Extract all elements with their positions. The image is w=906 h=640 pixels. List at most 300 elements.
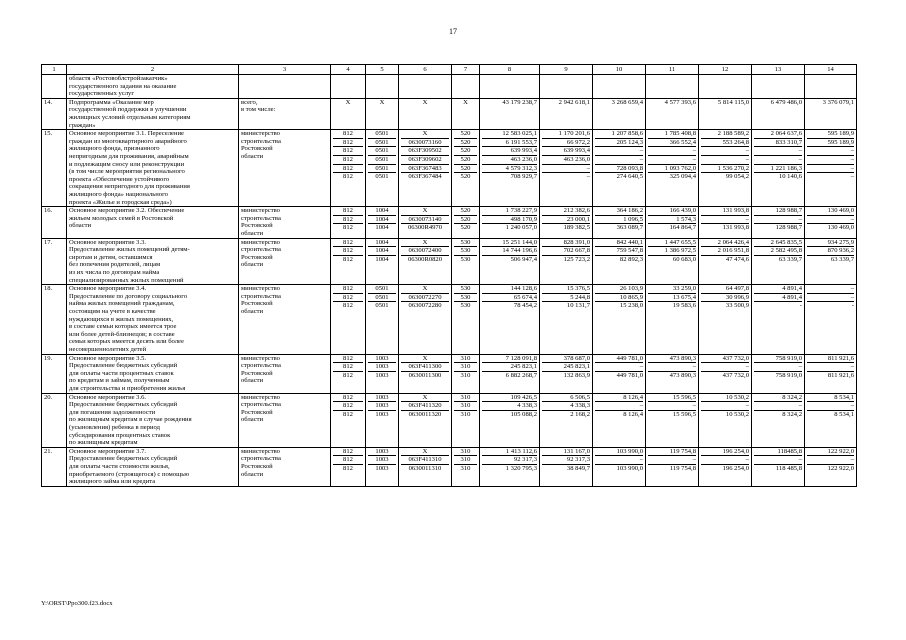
budget-code: 310 bbox=[460, 371, 471, 379]
executor-line: министерство bbox=[241, 393, 280, 401]
budget-code-cell bbox=[366, 130, 399, 207]
amount-cell bbox=[480, 354, 540, 393]
amount-value: 130 469,0 bbox=[827, 224, 854, 232]
amount-value: 378 687,0 bbox=[542, 355, 590, 364]
program-name-line: государственных услуг bbox=[69, 90, 135, 98]
amount-cell bbox=[752, 354, 805, 393]
amount-cell bbox=[480, 285, 540, 354]
budget-code: 310 bbox=[454, 355, 477, 364]
amount-cell bbox=[540, 393, 593, 447]
amount-value: 196 254,0 bbox=[722, 464, 749, 472]
program-name-cell bbox=[67, 207, 239, 238]
amount-value: 119 754,8 bbox=[669, 464, 696, 472]
amount-value: – bbox=[648, 147, 696, 156]
amount-cell bbox=[646, 447, 699, 486]
table-row bbox=[42, 393, 857, 447]
amount-cell bbox=[646, 207, 699, 238]
amount-value: 212 382,6 bbox=[542, 207, 590, 216]
budget-code: 1003 bbox=[375, 371, 389, 379]
amount-value: – bbox=[807, 402, 854, 411]
program-name-line: Основное мероприятие 3.6. bbox=[69, 393, 147, 401]
amount-value: 473 890,3 bbox=[648, 355, 696, 364]
executor-cell bbox=[239, 285, 331, 354]
amount-cell bbox=[593, 98, 646, 129]
amount-value: 4 338,3 bbox=[482, 402, 537, 411]
amount-value: 92 317,3 bbox=[542, 456, 590, 465]
amount-cell bbox=[646, 98, 699, 129]
budget-code: 0501 bbox=[368, 294, 396, 303]
amount-value: 7 128 091,8 bbox=[482, 355, 537, 364]
program-name-line: Основное мероприятие 3.5. bbox=[69, 354, 147, 362]
program-name-line: (в том числе мероприятия регионального bbox=[69, 168, 185, 176]
row-number-cell: 15. bbox=[42, 130, 67, 207]
budget-code: 0501 bbox=[375, 173, 389, 181]
executor-line: Ростовской bbox=[241, 145, 273, 153]
table-row bbox=[42, 354, 857, 393]
amount-value: 105 088,2 bbox=[510, 410, 537, 418]
budget-code-cell bbox=[452, 393, 480, 447]
amount-cell bbox=[699, 238, 752, 285]
amount-value: 196 254,0 bbox=[701, 448, 749, 457]
amount-cell bbox=[646, 393, 699, 447]
program-name-line: или более детей-близнецов; в составе bbox=[69, 330, 175, 338]
amount-cell bbox=[646, 285, 699, 354]
amount-cell bbox=[593, 238, 646, 285]
program-name-line: по кредитам и займам, полученным bbox=[69, 377, 170, 385]
budget-code: 310 bbox=[454, 448, 477, 457]
amount-value: 828 391,0 bbox=[542, 239, 590, 248]
amount-value: 463 236,0 bbox=[482, 156, 537, 165]
amount-value: 639 993,4 bbox=[482, 147, 537, 156]
amount-cell bbox=[593, 75, 646, 99]
budget-code: 1004 bbox=[375, 255, 389, 263]
amount-value: – bbox=[595, 363, 643, 372]
executor-line: области bbox=[241, 229, 264, 237]
amount-cell bbox=[646, 354, 699, 393]
amount-value: 1 413 112,6 bbox=[482, 448, 537, 457]
column-number-cell: 6 bbox=[399, 65, 452, 75]
amount-value: 274 640,5 bbox=[616, 173, 643, 181]
amount-cell bbox=[646, 75, 699, 99]
executor-line: министерство bbox=[241, 207, 280, 215]
program-name-line: для погашения задолженности bbox=[69, 408, 156, 416]
amount-value: 144 128,6 bbox=[482, 285, 537, 294]
amount-cell bbox=[699, 130, 752, 207]
budget-code-cell bbox=[366, 98, 399, 129]
budget-code: 0630011320 bbox=[408, 410, 442, 418]
program-name-line: непригодным для проживания, аварийным bbox=[69, 152, 189, 160]
budget-code: 1003 bbox=[368, 394, 396, 403]
executor-cell bbox=[239, 75, 331, 99]
executor-line: строительства bbox=[241, 214, 281, 222]
amount-cell bbox=[540, 285, 593, 354]
amount-value: 2 168,2 bbox=[570, 410, 590, 418]
budget-code: 0501 bbox=[368, 165, 396, 174]
budget-code: 520 bbox=[454, 207, 477, 216]
amount-cell bbox=[699, 354, 752, 393]
amount-value: 2 064 426,4 bbox=[701, 239, 749, 248]
executor-line: области bbox=[241, 470, 264, 478]
amount-value: 437 732,0 bbox=[722, 371, 749, 379]
budget-code-cell bbox=[366, 75, 399, 99]
program-name-line: по жилищным кредитам bbox=[69, 439, 138, 447]
budget-code: 063F411310 bbox=[401, 456, 449, 465]
amount-cell bbox=[752, 447, 805, 486]
amount-value: 60 683,0 bbox=[672, 255, 696, 263]
table-row bbox=[42, 207, 857, 238]
amount-cell bbox=[480, 393, 540, 447]
amount-value: – bbox=[807, 156, 854, 165]
amount-value: 78 454,2 bbox=[513, 302, 537, 310]
executor-line: строительства bbox=[241, 246, 281, 254]
column-number-row bbox=[42, 65, 857, 75]
program-name-line: сокращения непригодного для проживания bbox=[69, 183, 190, 191]
budget-code: 812 bbox=[333, 216, 363, 225]
page-number: 17 bbox=[449, 27, 457, 36]
budget-code-cell bbox=[452, 207, 480, 238]
budget-code-cell bbox=[331, 238, 366, 285]
budget-code: 812 bbox=[333, 402, 363, 411]
column-number-cell: 8 bbox=[480, 65, 540, 75]
budget-code: 1003 bbox=[375, 410, 389, 418]
executor-line: министерство bbox=[241, 354, 280, 362]
amount-cell bbox=[805, 285, 857, 354]
amount-value: – bbox=[807, 147, 854, 156]
budget-code-cell bbox=[331, 393, 366, 447]
amount-value: – bbox=[701, 363, 749, 372]
executor-cell bbox=[239, 238, 331, 285]
budget-code: 812 bbox=[333, 448, 363, 457]
amount-value: 2 942 618,1 bbox=[558, 98, 590, 106]
budget-code: 520 bbox=[454, 147, 477, 156]
program-name-line: жилищных условий отдельным категориям bbox=[69, 113, 191, 121]
row-number-cell: 17. bbox=[42, 238, 67, 285]
amount-value: 758 919,0 bbox=[775, 371, 802, 379]
amount-cell bbox=[593, 130, 646, 207]
amount-cell bbox=[540, 354, 593, 393]
amount-value: 595 189,9 bbox=[807, 130, 854, 139]
amount-value: 1 447 655,5 bbox=[648, 239, 696, 248]
budget-code: Х bbox=[422, 98, 428, 106]
amount-value: - bbox=[851, 302, 854, 310]
amount-value: 325 094,4 bbox=[669, 173, 696, 181]
table-row bbox=[42, 238, 857, 285]
budget-code: 310 bbox=[454, 402, 477, 411]
program-name-cell bbox=[67, 447, 239, 486]
amount-value: – bbox=[542, 165, 590, 174]
budget-code: 063F309502 bbox=[401, 147, 449, 156]
amount-value: 2 645 835,5 bbox=[754, 239, 802, 248]
column-number-cell: 7 bbox=[452, 65, 480, 75]
amount-cell bbox=[699, 285, 752, 354]
amount-value: 205 124,3 bbox=[595, 139, 643, 148]
amount-value: – bbox=[595, 147, 643, 156]
amount-value: 128 988,7 bbox=[754, 207, 802, 216]
budget-code: 812 bbox=[333, 355, 363, 364]
amount-value: 5 244,8 bbox=[542, 294, 590, 303]
budget-code-cell bbox=[331, 130, 366, 207]
amount-value: 63 339,7 bbox=[830, 255, 854, 263]
budget-code: Х bbox=[401, 285, 449, 294]
amount-value: 366 552,4 bbox=[648, 139, 696, 148]
amount-value: 2 016 951,8 bbox=[701, 247, 749, 256]
amount-value: 842 440,1 bbox=[595, 239, 643, 248]
budget-code: 812 bbox=[333, 130, 363, 139]
amount-value: 4 891,4 bbox=[754, 285, 802, 294]
amount-value: 38 849,7 bbox=[566, 464, 590, 472]
amount-value: – bbox=[595, 456, 643, 465]
amount-value: 64 497,8 bbox=[701, 285, 749, 294]
budget-code-cell bbox=[399, 130, 452, 207]
amount-value: 2 188 589,2 bbox=[701, 130, 749, 139]
amount-value: 449 781,0 bbox=[616, 371, 643, 379]
amount-value: 6 882 268,7 bbox=[505, 371, 537, 379]
executor-cell bbox=[239, 98, 331, 129]
table-row bbox=[42, 75, 857, 99]
amount-value: 811 921,6 bbox=[827, 371, 854, 379]
budget-code: 0630073140 bbox=[401, 216, 449, 225]
amount-value: 1 240 057,0 bbox=[505, 224, 537, 232]
executor-line: строительства bbox=[241, 455, 281, 463]
budget-code: 812 bbox=[343, 302, 353, 310]
amount-value: 103 990,0 bbox=[616, 464, 643, 472]
executor-line: области bbox=[241, 152, 264, 160]
amount-value: 498 170,9 bbox=[482, 216, 537, 225]
budget-table bbox=[41, 64, 857, 487]
amount-cell bbox=[480, 75, 540, 99]
program-name-line: Предоставление бюджетных субсидий bbox=[69, 455, 178, 463]
executor-line: строительства bbox=[241, 137, 281, 145]
program-name-line: области bbox=[69, 222, 92, 230]
amount-value: 15 238,0 bbox=[619, 302, 643, 310]
budget-code: Х bbox=[401, 239, 449, 248]
amount-value: 15 376,5 bbox=[542, 285, 590, 294]
amount-value: 1 738 227,9 bbox=[482, 207, 537, 216]
budget-code: 812 bbox=[333, 139, 363, 148]
amount-value: 2 064 637,6 bbox=[754, 130, 802, 139]
amount-value: 702 667,8 bbox=[542, 247, 590, 256]
amount-cell bbox=[540, 447, 593, 486]
budget-code-cell bbox=[452, 98, 480, 129]
amount-value: 122 922,0 bbox=[807, 448, 854, 457]
amount-cell bbox=[805, 238, 857, 285]
amount-value: 33 500,9 bbox=[725, 302, 749, 310]
budget-code-cell bbox=[366, 285, 399, 354]
budget-code-cell bbox=[452, 354, 480, 393]
budget-code: 1003 bbox=[368, 402, 396, 411]
budget-code: 1004 bbox=[368, 207, 396, 216]
executor-line: министерство bbox=[241, 238, 280, 246]
budget-code: 1004 bbox=[368, 239, 396, 248]
table-row bbox=[42, 98, 857, 129]
amount-value: 82 892,3 bbox=[619, 255, 643, 263]
amount-cell bbox=[593, 354, 646, 393]
program-name-line: Основное мероприятие 3.7. bbox=[69, 447, 147, 455]
budget-code-cell bbox=[399, 207, 452, 238]
amount-value: 30 996,9 bbox=[701, 294, 749, 303]
program-name-line: жильем молодых семей в Ростовской bbox=[69, 214, 174, 222]
budget-code: 530 bbox=[460, 302, 471, 310]
program-name-line: приобретаемого (строящегося) с помощью bbox=[69, 470, 190, 478]
amount-value: 43 179 238,7 bbox=[502, 98, 537, 106]
amount-value: 595 189,9 bbox=[807, 139, 854, 148]
amount-value: – bbox=[754, 156, 802, 165]
budget-code-cell bbox=[399, 98, 452, 129]
budget-code: 0501 bbox=[368, 139, 396, 148]
executor-line: строительства bbox=[241, 362, 281, 370]
amount-value: 1 207 858,6 bbox=[595, 130, 643, 139]
executor-line: строительства bbox=[241, 401, 281, 409]
amount-cell bbox=[593, 207, 646, 238]
budget-code: 520 bbox=[454, 130, 477, 139]
executor-line: Ростовской bbox=[241, 462, 273, 470]
amount-value: 15 251 144,0 bbox=[482, 239, 537, 248]
amount-cell bbox=[540, 238, 593, 285]
amount-value: 10 530,2 bbox=[701, 394, 749, 403]
program-name-line: жилищного фонда, признанного bbox=[69, 145, 160, 153]
amount-value: – bbox=[754, 216, 802, 225]
amount-cell bbox=[593, 447, 646, 486]
amount-cell bbox=[805, 98, 857, 129]
program-name-line: Предоставление жилых помещений детям- bbox=[69, 246, 190, 254]
program-name-line: жилищного фонда» национального bbox=[69, 190, 168, 198]
budget-code: 063F411320 bbox=[401, 402, 449, 411]
amount-cell bbox=[480, 238, 540, 285]
budget-code: 812 bbox=[343, 224, 353, 232]
budget-code: 1004 bbox=[375, 224, 389, 232]
amount-value: 473 890,3 bbox=[669, 371, 696, 379]
budget-code: Х bbox=[345, 98, 351, 106]
budget-code: 1003 bbox=[368, 355, 396, 364]
amount-value: 119 754,8 bbox=[648, 448, 696, 457]
budget-code: 530 bbox=[454, 294, 477, 303]
budget-code: 812 bbox=[343, 410, 353, 418]
amount-cell bbox=[480, 130, 540, 207]
budget-code: 520 bbox=[454, 139, 477, 148]
amount-value: – bbox=[648, 456, 696, 465]
amount-value: – bbox=[701, 156, 749, 165]
budget-code: Х bbox=[401, 394, 449, 403]
budget-code: 812 bbox=[333, 394, 363, 403]
amount-cell bbox=[752, 393, 805, 447]
amount-value: 15 596,5 bbox=[672, 410, 696, 418]
budget-code-cell bbox=[331, 447, 366, 486]
amount-value: 449 781,0 bbox=[595, 355, 643, 364]
amount-cell bbox=[699, 393, 752, 447]
budget-code: 0501 bbox=[368, 147, 396, 156]
budget-code: 812 bbox=[343, 464, 353, 472]
budget-code: 310 bbox=[460, 410, 471, 418]
amount-value: 639 993,4 bbox=[542, 147, 590, 156]
amount-cell bbox=[699, 207, 752, 238]
budget-code: 310 bbox=[454, 394, 477, 403]
budget-code-cell bbox=[331, 98, 366, 129]
amount-value: 1 093 762,0 bbox=[648, 165, 696, 174]
amount-value: – bbox=[595, 156, 643, 165]
amount-value: 8 324,2 bbox=[754, 394, 802, 403]
executor-line: всего, bbox=[241, 98, 258, 106]
amount-value: 4 891,4 bbox=[754, 294, 802, 303]
amount-value: – bbox=[595, 402, 643, 411]
program-name-line: найма жилых помещений гражданам, bbox=[69, 300, 175, 308]
program-name-line: проекта «Обеспечение устойчивого bbox=[69, 175, 170, 183]
amount-value: 1 320 795,3 bbox=[505, 464, 537, 472]
amount-value: 164 864,7 bbox=[669, 224, 696, 232]
amount-value: 1 785 408,8 bbox=[648, 130, 696, 139]
budget-code-cell bbox=[399, 285, 452, 354]
budget-code-cell bbox=[452, 285, 480, 354]
program-name-line: без попечения родителей, лицам bbox=[69, 261, 161, 269]
budget-code-cell bbox=[366, 207, 399, 238]
amount-value: – bbox=[807, 294, 854, 303]
amount-value: 758 919,0 bbox=[754, 355, 802, 364]
budget-code: 812 bbox=[333, 294, 363, 303]
executor-line: области bbox=[241, 416, 264, 424]
budget-code: 530 bbox=[454, 285, 477, 294]
amount-value: 1 221 186,3 bbox=[754, 165, 802, 174]
executor-line: в том числе: bbox=[241, 106, 276, 114]
amount-cell bbox=[805, 207, 857, 238]
budget-code: 0630072270 bbox=[401, 294, 449, 303]
budget-code-cell bbox=[399, 238, 452, 285]
amount-value: 10 131,7 bbox=[566, 302, 590, 310]
amount-value: 4 579 312,3 bbox=[482, 165, 537, 174]
amount-value: 3 376 079,1 bbox=[822, 98, 854, 106]
amount-value: 437 732,0 bbox=[701, 355, 749, 364]
budget-code: 1004 bbox=[368, 216, 396, 225]
executor-line: Ростовской bbox=[241, 222, 273, 230]
amount-value: 4 577 393,6 bbox=[664, 98, 696, 106]
row-number-cell: 18. bbox=[42, 285, 67, 354]
amount-value: 19 583,6 bbox=[672, 302, 696, 310]
amount-value: 8 126,4 bbox=[623, 410, 643, 418]
budget-code-cell bbox=[399, 75, 452, 99]
row-number-cell: 16. bbox=[42, 207, 67, 238]
amount-value: 8 126,4 bbox=[595, 394, 643, 403]
budget-code: 0501 bbox=[368, 156, 396, 165]
column-number-cell: 2 bbox=[67, 65, 239, 75]
budget-code: 310 bbox=[454, 456, 477, 465]
row-number-cell: 19. bbox=[42, 354, 67, 393]
budget-code: 0501 bbox=[368, 285, 396, 294]
amount-value: 363 089,7 bbox=[616, 224, 643, 232]
program-name-line: субсидирования процентных ставок bbox=[69, 431, 171, 439]
amount-value: 12 583 025,1 bbox=[482, 130, 537, 139]
budget-code-cell bbox=[366, 238, 399, 285]
amount-value: 4 338,3 bbox=[542, 402, 590, 411]
table-row bbox=[42, 130, 857, 207]
budget-code: 520 bbox=[454, 156, 477, 165]
amount-value: 708 929,7 bbox=[510, 173, 537, 181]
amount-value: 14 744 196,6 bbox=[482, 247, 537, 256]
column-number-cell: 12 bbox=[699, 65, 752, 75]
column-number-cell: 13 bbox=[752, 65, 805, 75]
budget-code-cell bbox=[452, 130, 480, 207]
budget-code-cell bbox=[399, 354, 452, 393]
amount-value: 553 264,8 bbox=[701, 139, 749, 148]
budget-code: 812 bbox=[333, 165, 363, 174]
amount-cell bbox=[699, 98, 752, 129]
amount-value: 364 186,2 bbox=[595, 207, 643, 216]
budget-code: 063F367483 bbox=[401, 165, 449, 174]
executor-line: Ростовской bbox=[241, 300, 273, 308]
program-name-line: государственного задания на оказание bbox=[69, 82, 177, 90]
budget-code: Х bbox=[463, 98, 468, 106]
program-name-line: Основное мероприятие 3.1. Переселение bbox=[69, 130, 184, 138]
program-name-cell bbox=[67, 393, 239, 447]
amount-value: 128 988,7 bbox=[775, 224, 802, 232]
amount-cell bbox=[752, 285, 805, 354]
